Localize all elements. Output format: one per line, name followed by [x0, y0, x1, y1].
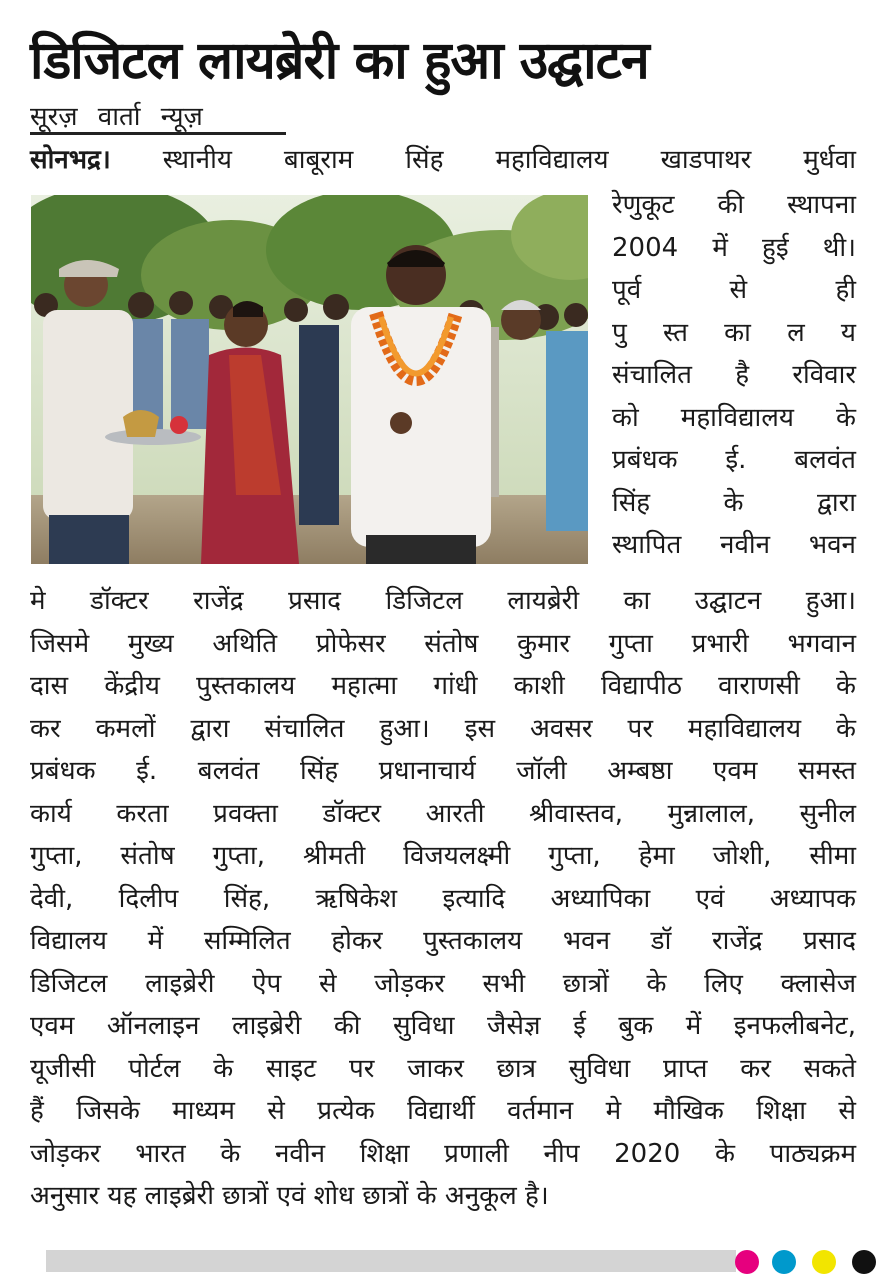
side-line: पु स्त का ल य: [612, 317, 856, 348]
lead-text: स्थानीय बाबूराम सिंह महाविद्यालय खाडपाथर मुर्धवा: [162, 145, 856, 175]
body-line: गुप्ता, संतोष गुप्ता, श्रीमती विजयलक्ष्मी गुप्ता, हेमा जोशी, सीमा: [30, 841, 856, 871]
side-line: सिंह के द्वारा: [612, 487, 856, 518]
body-line: हैं जिसके माध्यम से प्रत्येक विद्यार्थी वर्तमान मे मौखिक शिक्षा से: [30, 1096, 856, 1126]
article-body: [30, 580, 856, 1218]
body-line: जोड़कर भारत के नवीन शिक्षा प्रणाली नीप 2020 के पाठ्यक्रम: [30, 1138, 856, 1169]
side-line: स्थापित नवीन भवन: [612, 530, 856, 560]
side-line: को महाविद्यालय के: [612, 402, 856, 433]
body-line: प्रबंधक ई. बलवंत सिंह प्रधानाचार्य जॉली अम्बष्ठा एवम समस्त: [30, 756, 856, 786]
footer-bar: [46, 1250, 736, 1272]
body-line: देवी, दिलीप सिंह, ऋषिकेश इत्यादि अध्यापिका एवं अध्यापक: [30, 883, 856, 914]
body-line: अनुसार यह लाइब्रेरी छात्रों एवं शोध छात्रों के अनुकूल है।: [30, 1181, 549, 1211]
body-line: विद्यालय में सम्मिलित होकर पुस्तकालय भवन डॉ राजेंद्र प्रसाद: [30, 926, 856, 956]
body-line: दास केंद्रीय पुस्तकालय महात्मा गांधी काशी विद्यापीठ वाराणसी के: [30, 671, 856, 701]
side-column: [612, 184, 856, 567]
body-line: मे डॉक्टर राजेंद्र प्रसाद डिजिटल लायब्रेरी का उद्घाटन हुआ।: [30, 586, 856, 616]
registration-dot-cyan: [772, 1250, 796, 1274]
side-line: 2004 में हुई थी।: [612, 232, 856, 263]
dateline: सोनभद्र।: [30, 145, 111, 175]
body-line: कार्य करता प्रवक्ता डॉक्टर आरती श्रीवास्तव, मुन्नालाल, सुनील: [30, 798, 856, 829]
side-line: प्रबंधक ई. बलवंत: [612, 445, 856, 475]
byline-underline: [30, 132, 286, 135]
body-line: यूजीसी पोर्टल के साइट पर जाकर छात्र सुविधा प्राप्त कर सकते: [30, 1053, 856, 1084]
side-line: संचालित है रविवार: [612, 360, 856, 390]
body-line: कर कमलों द्वारा संचालित हुआ। इस अवसर पर महाविद्यालय के: [30, 713, 856, 744]
byline: सूरज़ वार्ता न्यूज़: [30, 102, 203, 132]
headline: डिजिटल लायब्रेरी का हुआ उद्घाटन: [30, 31, 649, 91]
lead-line: [30, 140, 856, 180]
body-line: जिसमे मुख्य अथिति प्रोफेसर संतोष कुमार गुप्ता प्रभारी भगवान: [30, 628, 856, 659]
body-line: एवम ऑनलाइन लाइब्रेरी की सुविधा जैसेज्ञ ई बुक में इनफलीबनेट,: [30, 1011, 856, 1041]
side-line: पूर्व से ही: [612, 275, 856, 305]
body-line: डिजिटल लाइब्रेरी ऐप से जोड़कर सभी छात्रों के लिए क्लासेज: [30, 968, 856, 999]
registration-dot-yellow: [812, 1250, 836, 1274]
registration-dot-black: [852, 1250, 876, 1274]
registration-dot-magenta: [735, 1250, 759, 1274]
news-photo: [31, 195, 588, 564]
side-line: रेणुकूट की स्थापना: [612, 190, 856, 220]
